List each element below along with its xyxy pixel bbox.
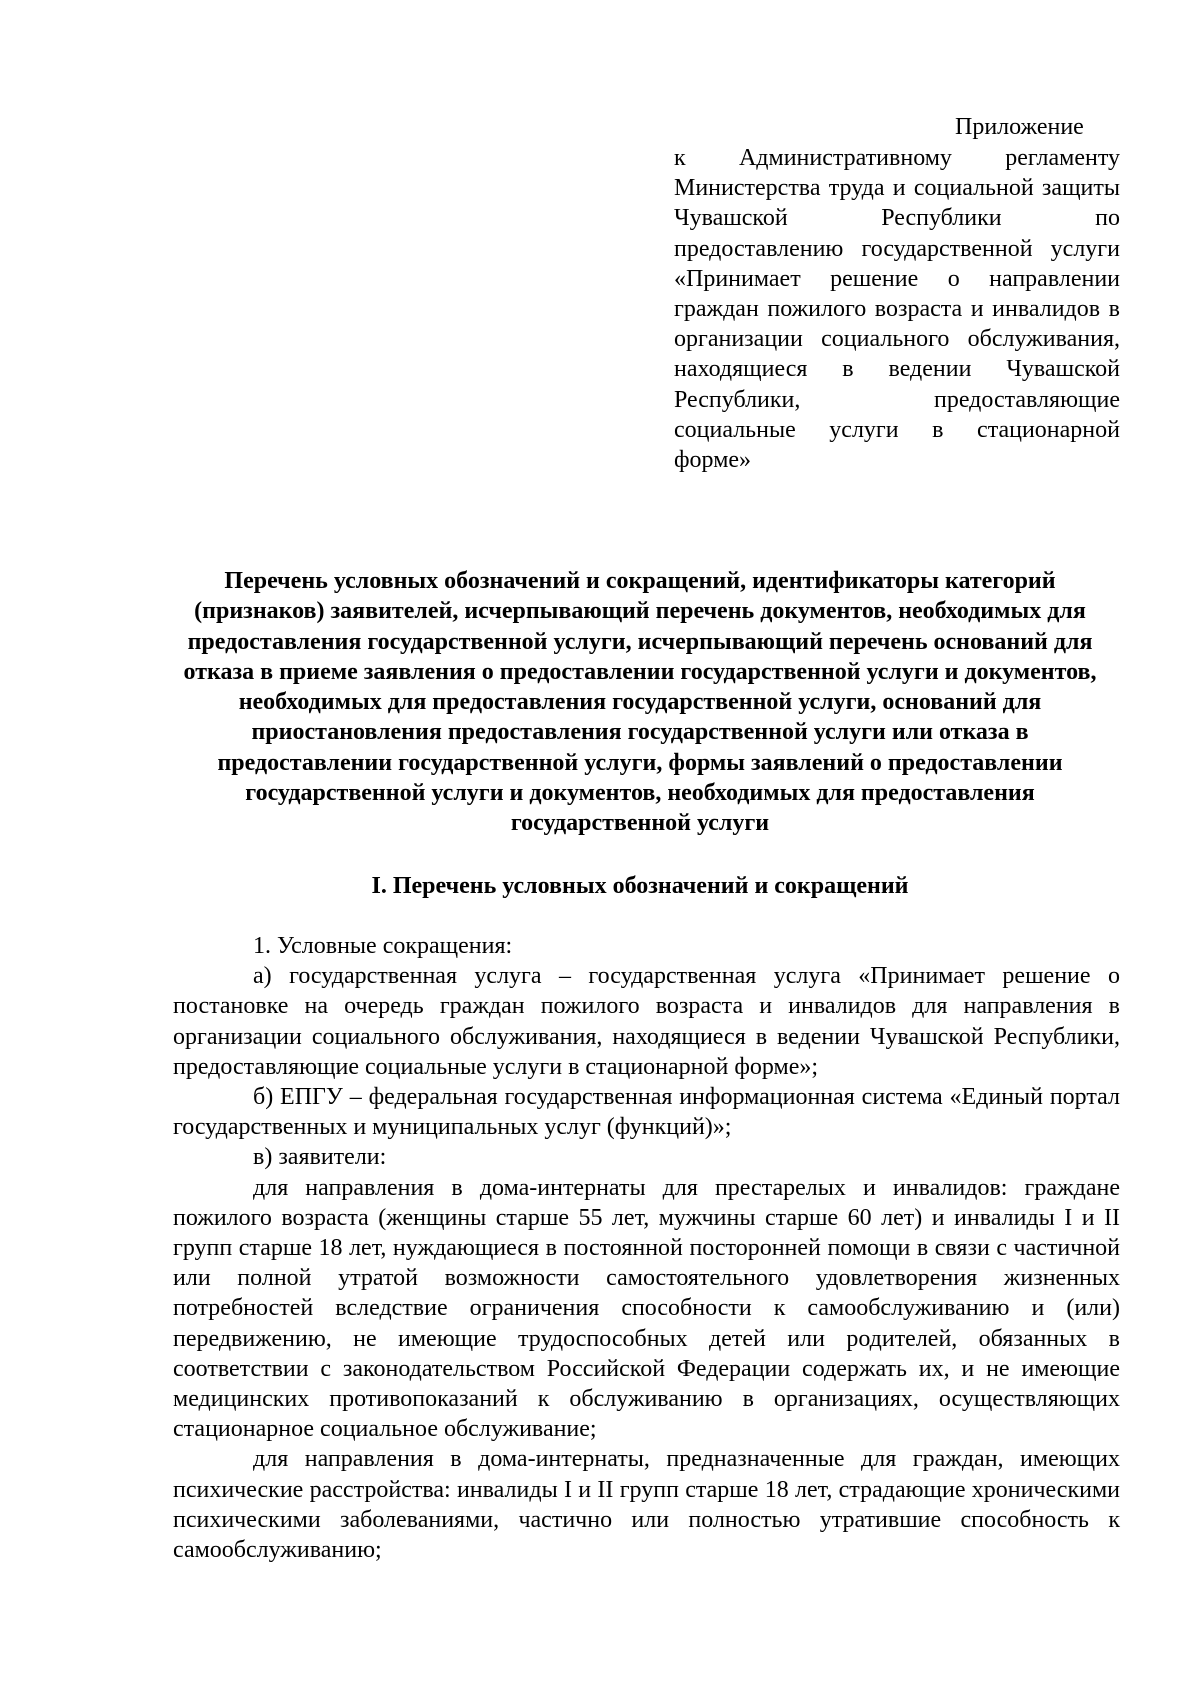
section-heading: I. Перечень условных обозначений и сокращений [371,873,909,899]
appendix-title: Приложение [955,114,1084,140]
document-body [173,931,1120,1565]
paragraph-service-definition: а) государственная услуга – государственная услуга «Принимает решение о постановке на очередь граждан пожилого возраста и инвалидов для направления в организации социального обслуживания, находящиеся в ведении Чувашской Республики, предоставляющие социальные услуги в стационарной форме»; [173,963,1120,1080]
appendix-text: к Административному регламенту Министерства труда и социальной защиты Чувашской Республики по предоставлению государственной услуги «Принимает решение о направлении граждан пожилого возраста и инвалидов в организации социального обслуживания, находящиеся в ведении Чувашской Республики, предоставляющие социальные услуги в стационарной форме» [674,145,1120,474]
document-title: Перечень условных обозначений и сокращений, идентификаторы категорий (признаков) заявителей, исчерпывающий перечень документов, необходимых для предоставления государственной услуги, исчерпывающий перечень оснований для отказа в приеме заявления о предоставлении государственной услуги и документов, необходимых для предоставления государственной услуги, оснований для приостановления предоставления государственной услуги или отказа в предоставлении государственной услуги, формы заявлений о предоставлении государственной услуги и документов, необходимых для предоставления государственной услуги [183,568,1097,837]
paragraph-applicants-elderly: для направления в дома-интернаты для престарелых и инвалидов: граждане пожилого возраста (женщины старше 55 лет, мужчины старше 60 лет) и инвалиды I и II групп старше 18 лет, нуждающиеся в постоянной посторонней помощи в связи с частичной или полной утратой возможности самостоятельного удовлетворения жизненных потребностей вследствие ограничения способности к самообслуживанию и (или) передвижению, не имеющие трудоспособных детей или родителей, обязанных в соответствии с законодательством Российской Федерации содержать их, и не имеющие медицинских противопоказаний к обслуживанию в организациях, осуществляющих стационарное социальное обслуживание; [173,1174,1120,1443]
paragraph-applicants-psychiatric: для направления в дома-интернаты, предназначенные для граждан, имеющих психические расстройства: инвалиды I и II групп старше 18 лет, страдающие хроническими психическими заболеваниями, частично или полностью утратившие способность к самообслуживанию; [173,1446,1120,1564]
paragraph-epgu-definition: б) ЕПГУ – федеральная государственная информационная система «Единый портал государственных и муниципальных услуг (функций)»; [173,1084,1120,1141]
paragraph-abbreviations: 1. Условные сокращения: [253,933,513,959]
paragraph-applicants: в) заявители: [253,1144,387,1171]
